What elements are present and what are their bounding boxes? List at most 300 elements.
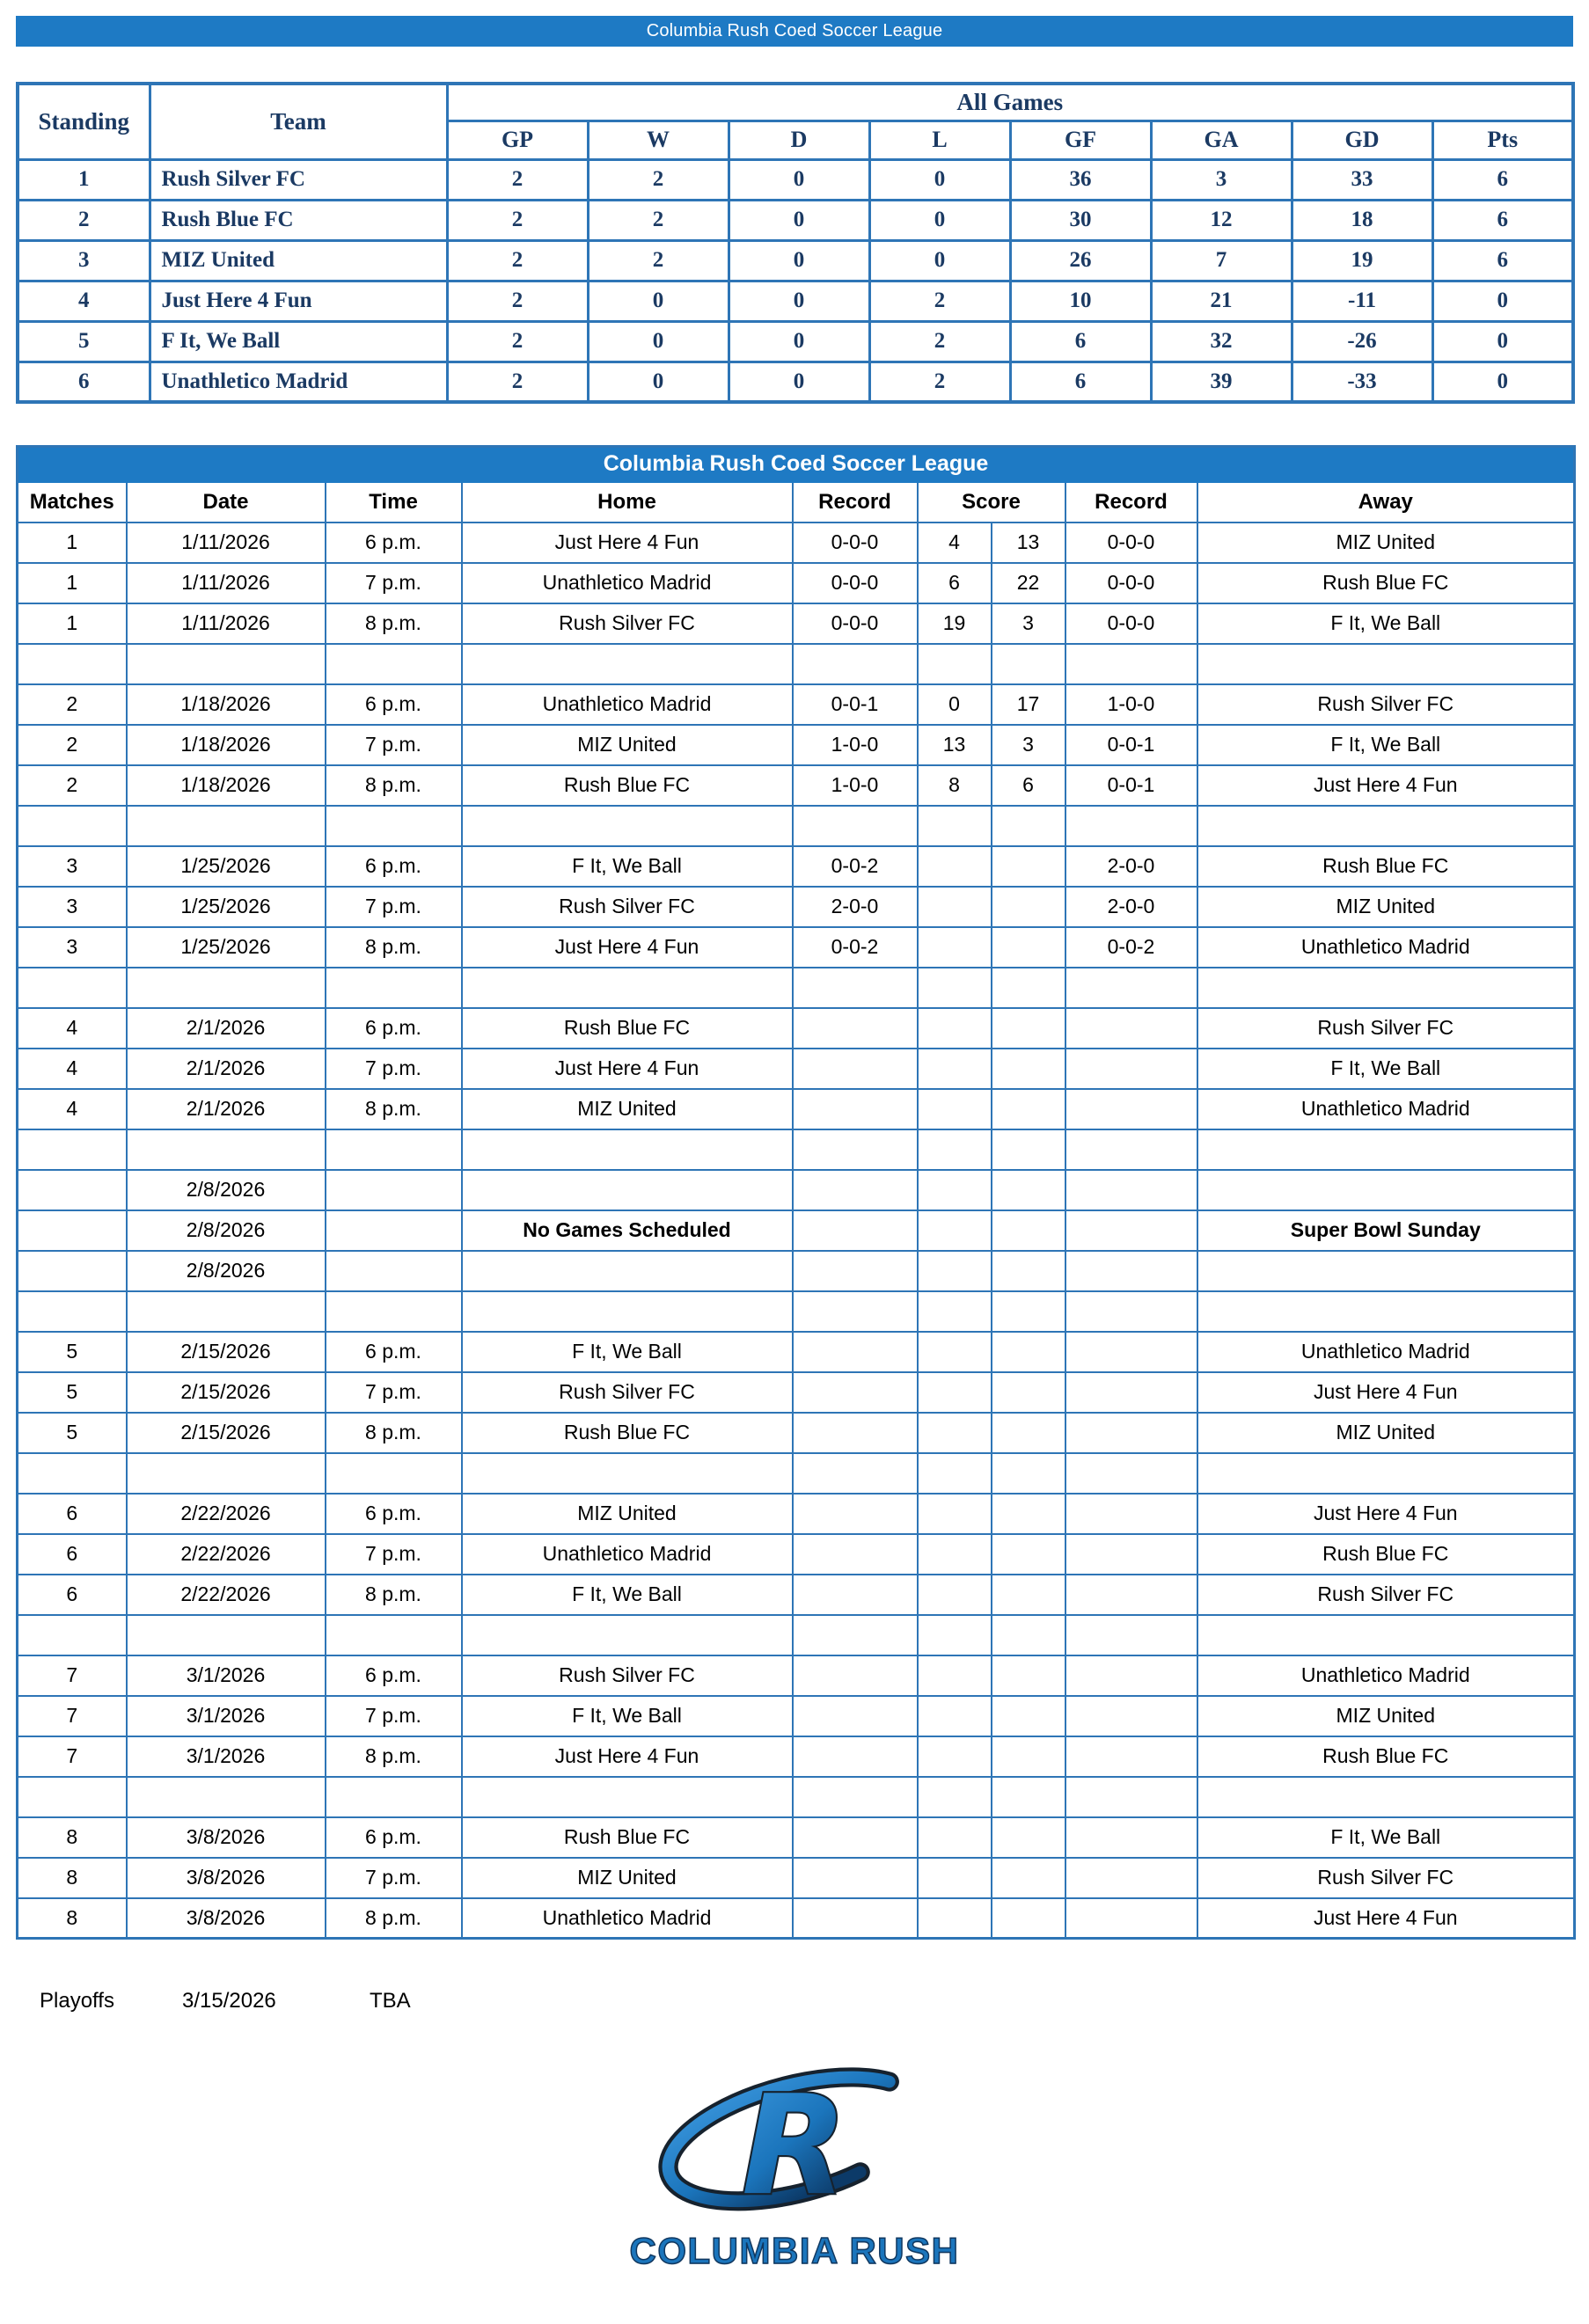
standings-cell-team: Rush Blue FC [150,200,447,240]
schedule-cell-away [1197,1777,1575,1817]
schedule-cell-away_score [992,1049,1065,1089]
schedule-cell-away_score [992,1251,1065,1291]
schedule-col-away: Away [1197,482,1575,523]
schedule-cell-home_score [918,927,992,968]
schedule-cell-home_record [793,806,918,846]
schedule-cell-away_score [992,1291,1065,1332]
standings-table [16,82,1575,404]
schedule-cell-home_score: 19 [918,603,992,644]
schedule-cell-away_score [992,1575,1065,1615]
standings-cell-standing: 2 [18,200,150,240]
schedule-cell-away_record [1065,1210,1197,1251]
schedule-col-home: Home [462,482,793,523]
standings-cell-gf: 10 [1010,281,1151,321]
schedule-cell-date: 2/22/2026 [127,1575,326,1615]
schedule-cell-away_record: 0-0-0 [1065,603,1197,644]
schedule-cell-away_record [1065,1615,1197,1655]
schedule-cell-time: 6 p.m. [326,684,462,725]
standings-row [18,321,1573,362]
schedule-cell-home_score [918,1858,992,1898]
top-banner [16,16,1573,47]
schedule-cell-home_score [918,1332,992,1372]
schedule-cell-time: 8 p.m. [326,765,462,806]
schedule-cell-home_score [918,1170,992,1210]
standings-cell-l: 0 [869,159,1010,200]
playoffs-date: 3/15/2026 [182,1989,276,2013]
schedule-cell-date: 1/18/2026 [127,684,326,725]
schedule-cell-match: 3 [18,887,127,927]
schedule-cell-home_record [793,1817,918,1858]
schedule-cell-away: Rush Blue FC [1197,1736,1575,1777]
standings-cell-d: 0 [729,200,869,240]
schedule-cell-date: 3/8/2026 [127,1898,326,1939]
schedule-cell-home_record [793,1129,918,1170]
standings-row [18,159,1573,200]
schedule-cell-away_score [992,644,1065,684]
schedule-cell-date [127,806,326,846]
schedule-cell-home: Rush Blue FC [462,1413,793,1453]
schedule-cell-home: Rush Silver FC [462,1372,793,1413]
schedule-cell-home_record [793,1615,918,1655]
standings-header-row [18,84,1573,121]
schedule-spacer-row [18,1291,1575,1332]
standings-cell-gd: -11 [1292,281,1432,321]
standings-col-ga: GA [1151,121,1292,159]
schedule-cell-date [127,968,326,1008]
schedule-cell-match: 7 [18,1696,127,1736]
schedule-cell-home: Just Here 4 Fun [462,523,793,563]
standings-body [18,159,1573,402]
schedule-cell-home_score [918,1575,992,1615]
schedule-cell-away_score [992,1129,1065,1170]
schedule-cell-date: 2/8/2026 [127,1251,326,1291]
schedule-cell-away: F It, We Ball [1197,1049,1575,1089]
schedule-cell-home_record: 0-0-0 [793,603,918,644]
standings-cell-ga: 32 [1151,321,1292,362]
schedule-spacer-row [18,1615,1575,1655]
standings-cell-gd: -26 [1292,321,1432,362]
schedule-cell-home_score [918,1210,992,1251]
schedule-row [18,1332,1575,1372]
schedule-cell-away_score [992,1008,1065,1049]
club-logo-text: COLUMBIA RUSH [629,2230,960,2271]
schedule-cell-away_record [1065,1696,1197,1736]
schedule-cell-away [1197,1170,1575,1210]
schedule-row [18,1817,1575,1858]
standings-cell-ga: 7 [1151,240,1292,281]
schedule-cell-home_record [793,1898,918,1939]
schedule-cell-away_score: 3 [992,725,1065,765]
schedule-cell-away: F It, We Ball [1197,725,1575,765]
schedule-cell-time: 7 p.m. [326,563,462,603]
standings-header-all-games: All Games [447,84,1573,121]
schedule-cell-home_record [793,1777,918,1817]
schedule-cell-away_record: 1-0-0 [1065,684,1197,725]
schedule-cell-home: Rush Silver FC [462,603,793,644]
schedule-cell-away_record [1065,1817,1197,1858]
schedule-col-record: Record [1065,482,1197,523]
schedule-cell-home_record [793,1655,918,1696]
schedule-cell-date: 1/25/2026 [127,887,326,927]
standings-cell-team: MIZ United [150,240,447,281]
standings-cell-gd: 18 [1292,200,1432,240]
schedule-col-score: Score [918,482,1065,523]
schedule-cell-away_score [992,1777,1065,1817]
schedule-cell-date: 1/25/2026 [127,846,326,887]
schedule-cell-away_score [992,1696,1065,1736]
schedule-cell-home [462,806,793,846]
schedule-cell-home: Unathletico Madrid [462,563,793,603]
schedule-cell-away: Just Here 4 Fun [1197,1372,1575,1413]
standings-cell-standing: 5 [18,321,150,362]
standings-cell-w: 2 [588,159,729,200]
standings-cell-gf: 6 [1010,362,1151,402]
schedule-cell-match: 8 [18,1898,127,1939]
schedule-cell-match [18,1170,127,1210]
schedule-cell-home [462,644,793,684]
schedule-cell-home_record: 0-0-0 [793,523,918,563]
schedule-cell-date [127,1291,326,1332]
schedule-cell-home_score [918,1008,992,1049]
schedule-cell-match [18,806,127,846]
club-logo [16,2057,1573,2272]
schedule-cell-match: 1 [18,523,127,563]
standings-cell-standing: 1 [18,159,150,200]
schedule-cell-home_record [793,1372,918,1413]
schedule-cell-home_record: 0-0-1 [793,684,918,725]
schedule-cell-home_score: 6 [918,563,992,603]
schedule-cell-home_score [918,1696,992,1736]
schedule-cell-time: 6 p.m. [326,1817,462,1858]
schedule-cell-away_record [1065,1291,1197,1332]
schedule-cell-away_score [992,887,1065,927]
schedule-cell-home: Rush Blue FC [462,1008,793,1049]
schedule-cell-date: 2/1/2026 [127,1049,326,1089]
schedule-cell-home_score [918,1534,992,1575]
schedule-cell-home_record [793,1251,918,1291]
schedule-cell-away_score [992,1170,1065,1210]
schedule-cell-time [326,1251,462,1291]
schedule-cell-date: 1/18/2026 [127,725,326,765]
schedule-row [18,887,1575,927]
schedule-cell-away_score [992,1736,1065,1777]
schedule-cell-home_record: 1-0-0 [793,725,918,765]
standings-cell-l: 2 [869,281,1010,321]
schedule-row [18,1736,1575,1777]
schedule-cell-away_score [992,1413,1065,1453]
schedule-cell-time: 7 p.m. [326,1049,462,1089]
standings-cell-d: 0 [729,159,869,200]
schedule-cell-time: 6 p.m. [326,1332,462,1372]
schedule-cell-date: 2/1/2026 [127,1089,326,1129]
schedule-cell-match [18,644,127,684]
standings-cell-gp: 2 [447,281,588,321]
schedule-cell-match: 1 [18,603,127,644]
schedule-cell-match: 8 [18,1858,127,1898]
schedule-row [18,1170,1575,1210]
schedule-cell-away_score [992,927,1065,968]
schedule-cell-home: MIZ United [462,1089,793,1129]
schedule-cell-away_record: 0-0-2 [1065,927,1197,968]
schedule-cell-match [18,1251,127,1291]
schedule-cell-home_score: 4 [918,523,992,563]
schedule-row [18,1049,1575,1089]
schedule-cell-home_score [918,806,992,846]
schedule-cell-home_record [793,1170,918,1210]
schedule-cell-home [462,1615,793,1655]
schedule-cell-home_record: 0-0-2 [793,846,918,887]
schedule-cell-home: Just Here 4 Fun [462,1049,793,1089]
schedule-cell-away: Rush Silver FC [1197,1575,1575,1615]
schedule-cell-away_record [1065,1575,1197,1615]
schedule-cell-time [326,1777,462,1817]
schedule-cell-date: 3/1/2026 [127,1655,326,1696]
standings-cell-gf: 26 [1010,240,1151,281]
standings-col-w: W [588,121,729,159]
schedule-cell-away_record [1065,1858,1197,1898]
schedule-cell-away_score [992,1534,1065,1575]
schedule-cell-away_score: 3 [992,603,1065,644]
schedule-cell-home_score [918,846,992,887]
schedule-cell-away [1197,1453,1575,1494]
schedule-cell-away: Rush Blue FC [1197,846,1575,887]
schedule-cell-home_score [918,1049,992,1089]
standings-cell-l: 0 [869,200,1010,240]
schedule-cell-away_record [1065,806,1197,846]
schedule-spacer-row [18,968,1575,1008]
schedule-cell-away: Just Here 4 Fun [1197,1898,1575,1939]
playoffs-label: Playoffs [40,1989,114,2013]
schedule-cell-away: Rush Silver FC [1197,684,1575,725]
schedule-col-matches: Matches [18,482,127,523]
schedule-cell-date: 1/25/2026 [127,927,326,968]
schedule-cell-home: Rush Silver FC [462,887,793,927]
schedule-cell-time [326,1210,462,1251]
standings-cell-pts: 6 [1432,200,1573,240]
schedule-cell-home_record [793,1008,918,1049]
schedule-row [18,725,1575,765]
schedule-cell-time: 8 p.m. [326,1736,462,1777]
schedule-cell-match: 6 [18,1575,127,1615]
schedule-cell-date: 2/15/2026 [127,1372,326,1413]
schedule-cell-time: 7 p.m. [326,1372,462,1413]
schedule-cell-home: Just Here 4 Fun [462,1736,793,1777]
standings-row [18,240,1573,281]
schedule-cell-away_score: 22 [992,563,1065,603]
schedule-cell-time: 8 p.m. [326,927,462,968]
schedule-spacer-row [18,806,1575,846]
schedule-cell-away: MIZ United [1197,1413,1575,1453]
schedule-cell-match: 2 [18,684,127,725]
schedule-cell-time: 7 p.m. [326,1858,462,1898]
schedule-cell-away: MIZ United [1197,887,1575,927]
schedule-cell-match: 2 [18,765,127,806]
schedule-cell-home_record: 1-0-0 [793,765,918,806]
schedule-cell-home: MIZ United [462,1494,793,1534]
schedule-cell-home_score: 8 [918,765,992,806]
schedule-cell-date: 2/22/2026 [127,1534,326,1575]
schedule-cell-time: 6 p.m. [326,523,462,563]
schedule-cell-home_record [793,1494,918,1534]
schedule-cell-away_score: 17 [992,684,1065,725]
schedule-row [18,1655,1575,1696]
schedule-cell-home_record [793,1575,918,1615]
schedule-cell-away_record [1065,1332,1197,1372]
schedule-cell-time: 6 p.m. [326,1655,462,1696]
schedule-cell-away_record: 2-0-0 [1065,846,1197,887]
standings-cell-gp: 2 [447,321,588,362]
schedule-row [18,1534,1575,1575]
schedule-cell-match: 5 [18,1413,127,1453]
schedule-cell-date: 2/1/2026 [127,1008,326,1049]
schedule-row [18,1494,1575,1534]
schedule-cell-away_score [992,1655,1065,1696]
schedule-cell-match: 3 [18,846,127,887]
playoffs-time: TBA [370,1989,411,2013]
schedule-cell-time [326,1291,462,1332]
standings-cell-d: 0 [729,240,869,281]
schedule-cell-away_score [992,1372,1065,1413]
schedule-cell-home_record [793,1696,918,1736]
schedule-cell-match: 7 [18,1736,127,1777]
schedule-cell-away_score [992,1332,1065,1372]
schedule-cell-home: F It, We Ball [462,1332,793,1372]
standings-cell-gd: 19 [1292,240,1432,281]
standings-cell-gp: 2 [447,362,588,402]
schedule-cell-away_record [1065,1494,1197,1534]
schedule-cell-match: 6 [18,1494,127,1534]
schedule-row [18,523,1575,563]
standings-cell-gp: 2 [447,200,588,240]
schedule-cell-home_record [793,1049,918,1089]
schedule-cell-home: Unathletico Madrid [462,684,793,725]
schedule-cell-home_score [918,1251,992,1291]
schedule-cell-away_record: 2-0-0 [1065,887,1197,927]
schedule-cell-away_score [992,1210,1065,1251]
schedule-header-row [18,482,1575,523]
playoffs-row [16,1985,1573,2021]
standings-cell-pts: 6 [1432,240,1573,281]
schedule-cell-match: 4 [18,1049,127,1089]
schedule-cell-home_score [918,968,992,1008]
schedule-spacer-row [18,1453,1575,1494]
schedule-cell-home_score [918,1777,992,1817]
schedule-cell-home_record: 0-0-0 [793,563,918,603]
standings-cell-d: 0 [729,362,869,402]
standings-cell-pts: 0 [1432,362,1573,402]
schedule-cell-date [127,1777,326,1817]
standings-cell-standing: 4 [18,281,150,321]
schedule-cell-date: 1/18/2026 [127,765,326,806]
schedule-cell-away_record [1065,644,1197,684]
schedule-cell-home_score [918,1817,992,1858]
schedule-row [18,1089,1575,1129]
schedule-cell-home_record [793,1413,918,1453]
schedule-cell-away [1197,1251,1575,1291]
schedule-spacer-row [18,1129,1575,1170]
standings-cell-team: Just Here 4 Fun [150,281,447,321]
schedule-cell-home_score [918,1372,992,1413]
standings-cell-w: 2 [588,200,729,240]
standings-cell-ga: 39 [1151,362,1292,402]
standings-cell-team: Unathletico Madrid [150,362,447,402]
schedule-cell-time: 6 p.m. [326,846,462,887]
schedule-cell-away [1197,644,1575,684]
schedule-cell-home: Unathletico Madrid [462,1898,793,1939]
schedule-cell-home_score [918,1494,992,1534]
standings-cell-l: 2 [869,362,1010,402]
schedule-col-time: Time [326,482,462,523]
standings-row [18,362,1573,402]
standings-cell-gf: 6 [1010,321,1151,362]
schedule-cell-date: 3/1/2026 [127,1696,326,1736]
schedule-cell-home: Just Here 4 Fun [462,927,793,968]
schedule-cell-time: 8 p.m. [326,1089,462,1129]
schedule-cell-home_record [793,1453,918,1494]
schedule-cell-home_score [918,1413,992,1453]
standings-cell-w: 0 [588,321,729,362]
schedule-row [18,1251,1575,1291]
standings-cell-ga: 12 [1151,200,1292,240]
standings-col-gp: GP [447,121,588,159]
schedule-row [18,1575,1575,1615]
schedule-cell-date: 3/1/2026 [127,1736,326,1777]
schedule-cell-away_score [992,1615,1065,1655]
schedule-cell-time [326,968,462,1008]
standings-cell-d: 0 [729,281,869,321]
schedule-cell-away_score: 13 [992,523,1065,563]
schedule-cell-away_record [1065,1049,1197,1089]
schedule-cell-away_record [1065,1251,1197,1291]
schedule-cell-match: 1 [18,563,127,603]
schedule-cell-away: Unathletico Madrid [1197,1332,1575,1372]
schedule-cell-away: Unathletico Madrid [1197,1089,1575,1129]
schedule-cell-home: Unathletico Madrid [462,1534,793,1575]
schedule-cell-away_score [992,1089,1065,1129]
standings-cell-standing: 6 [18,362,150,402]
standings-cell-gf: 30 [1010,200,1151,240]
schedule-cell-away_record: 0-0-1 [1065,765,1197,806]
schedule-cell-home_record [793,1291,918,1332]
standings-cell-gp: 2 [447,159,588,200]
schedule-cell-away_record: 0-0-0 [1065,523,1197,563]
schedule-row [18,563,1575,603]
schedule-cell-home: MIZ United [462,725,793,765]
standings-cell-l: 2 [869,321,1010,362]
schedule-table [16,445,1576,1940]
schedule-cell-time: 8 p.m. [326,603,462,644]
schedule-cell-time: 7 p.m. [326,887,462,927]
schedule-cell-match: 4 [18,1089,127,1129]
schedule-row [18,1858,1575,1898]
schedule-cell-away_score [992,846,1065,887]
schedule-cell-away_record [1065,1777,1197,1817]
schedule-cell-time [326,1129,462,1170]
schedule-cell-home_score: 13 [918,725,992,765]
schedule-cell-away: F It, We Ball [1197,1817,1575,1858]
schedule-cell-date: 3/8/2026 [127,1817,326,1858]
schedule-cell-time: 7 p.m. [326,1696,462,1736]
schedule-cell-home_record: 0-0-2 [793,927,918,968]
svg-text:R: R [741,2065,848,2225]
schedule-cell-time: 7 p.m. [326,725,462,765]
schedule-cell-match [18,1129,127,1170]
schedule-spacer-row [18,1777,1575,1817]
schedule-cell-home_score [918,1898,992,1939]
schedule-cell-match [18,1291,127,1332]
schedule-cell-away_score [992,1898,1065,1939]
schedule-cell-away [1197,806,1575,846]
